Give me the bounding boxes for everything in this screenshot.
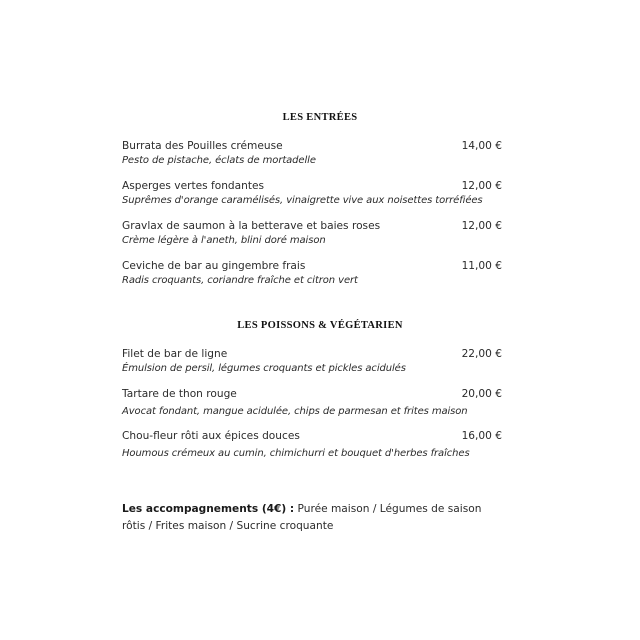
menu-item [122, 260, 502, 286]
item-name: Filet de bar de ligne [122, 348, 228, 360]
item-description: Suprêmes d'orange caramélisés, vinaigrette vive aux noisettes torréfiées [122, 195, 483, 206]
side-dishes-text: Purée maison / Légumes de saison rôtis / Frites maison / Sucrine croquante [122, 503, 482, 532]
item-description: Houmous crémeux au cumin, chimichurri et bouquet d'herbes fraîches [122, 448, 470, 459]
menu-item [122, 180, 502, 206]
side-dishes-label: Les accompagnements (4€) : [122, 503, 295, 515]
item-price: 12,00 € [461, 180, 502, 192]
item-price: 16,00 € [461, 430, 502, 442]
item-name: Tartare de thon rouge [122, 388, 237, 400]
item-price: 11,00 € [461, 260, 502, 272]
menu-item [122, 140, 502, 166]
item-description: Avocat fondant, mangue acidulée, chips de parmesan et frites maison [122, 406, 468, 417]
item-description: Crème légère à l'aneth, blini doré maison [122, 235, 326, 246]
menu-item [122, 220, 502, 246]
item-price: 20,00 € [461, 388, 502, 400]
item-description: Émulsion de persil, légumes croquants et pickles acidulés [122, 363, 406, 374]
item-name: Chou-fleur rôti aux épices douces [122, 430, 300, 442]
side-dishes [122, 501, 502, 535]
section-title-poissons: LES POISSONS & VÉGÉTARIEN [237, 320, 403, 331]
menu-item [122, 388, 502, 417]
item-description: Pesto de pistache, éclats de mortadelle [122, 155, 316, 166]
item-price: 12,00 € [461, 220, 502, 232]
item-price: 22,00 € [461, 348, 502, 360]
section-title-entrees: LES ENTRÉES [282, 112, 358, 123]
menu-item [122, 348, 502, 374]
item-description: Radis croquants, coriandre fraîche et citron vert [122, 275, 358, 286]
item-name: Burrata des Pouilles crémeuse [122, 140, 283, 152]
item-name: Gravlax de saumon à la betterave et baies roses [122, 220, 381, 232]
menu-item [122, 430, 502, 459]
item-name: Asperges vertes fondantes [122, 180, 265, 192]
item-price: 14,00 € [461, 140, 502, 152]
item-name: Ceviche de bar au gingembre frais [122, 260, 306, 272]
